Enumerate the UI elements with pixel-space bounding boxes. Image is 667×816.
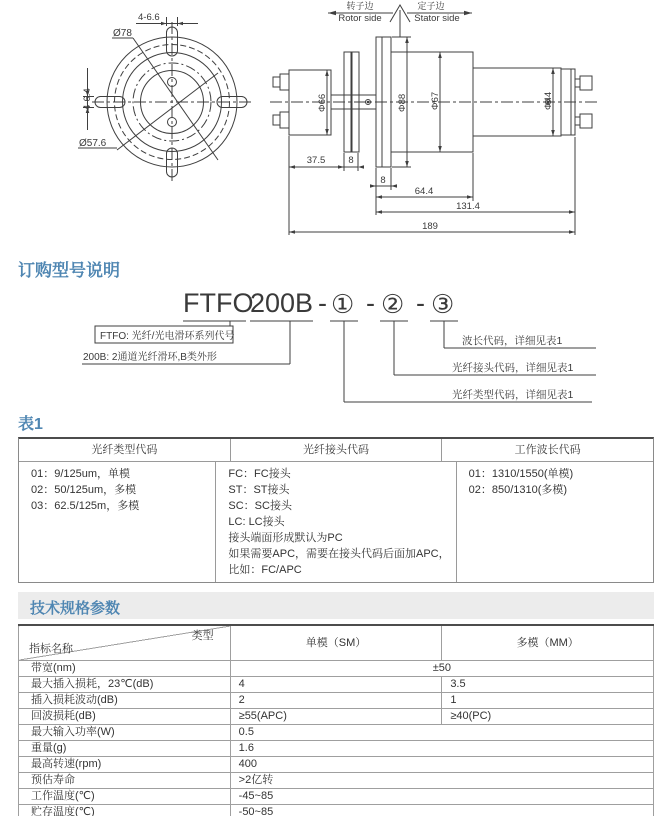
dim-8b-label: 8	[380, 175, 386, 186]
list-item: ST：ST接头	[228, 484, 290, 496]
model-dash-2: -	[366, 288, 375, 318]
spec-value-sm: ≥55(APC)	[230, 709, 442, 725]
ordering-diagram	[0, 282, 667, 407]
model-code-1: ①	[331, 289, 355, 319]
specs-table	[18, 624, 654, 816]
spec-value: 0.5	[230, 725, 653, 741]
table-row	[19, 693, 654, 709]
dim-644-label: 64.4	[414, 186, 434, 197]
table-row	[19, 677, 654, 693]
spec-name: 带宽(nm)	[19, 661, 231, 677]
front-view	[78, 17, 252, 182]
spec-name: 插入损耗波动(dB)	[19, 693, 231, 709]
list-item: 03：62.5/125m，多模	[31, 500, 140, 512]
table1-header-wavelength: 工作波长代码	[441, 439, 653, 461]
table-row	[19, 773, 654, 789]
model-type: 200B	[250, 288, 314, 318]
spec-value-sm: 4	[230, 677, 442, 693]
list-item: 01：1310/1550(单模)	[468, 468, 574, 480]
spec-name: 重量(g)	[19, 741, 231, 757]
list-item: 比如：FC/APC	[228, 564, 302, 576]
table-row	[19, 805, 654, 816]
specs-corner-cell	[19, 625, 231, 661]
table-row	[19, 661, 654, 677]
spec-value: ±50	[230, 661, 653, 677]
stator-side-cn-label: 定子边	[417, 1, 445, 11]
dim-d66-label: Φ66	[317, 93, 328, 112]
spec-value-mm: 1	[442, 693, 654, 709]
dim-d44-label: Φ44	[543, 91, 554, 110]
dim-d576-label: Ø57.6	[79, 138, 107, 149]
dim-8a-label: 8	[348, 155, 354, 166]
model-series: FTFO	[183, 288, 254, 318]
technical-drawing	[0, 0, 667, 250]
dim-d88-label: Φ88	[397, 93, 408, 112]
specs-header-row	[19, 625, 654, 661]
spec-value-sm: 2	[230, 693, 442, 709]
table-row	[19, 709, 654, 725]
spec-name: 工作温度(℃)	[19, 789, 231, 805]
table-row	[19, 789, 654, 805]
connector-callout: 光纤接头代码，详细见表1	[452, 362, 574, 374]
list-item: 02：50/125um，多模	[31, 484, 137, 496]
dim-d67-label: Φ67	[430, 91, 441, 110]
table1	[18, 437, 654, 583]
specs-section-title: 技术规格参数	[30, 600, 121, 617]
spec-value-mm: 3.5	[442, 677, 654, 693]
spec-name: 贮存温度(℃)	[19, 805, 231, 816]
list-item: FC：FC接头	[228, 468, 291, 480]
spec-name: 最大插入损耗，23℃(dB)	[19, 677, 231, 693]
spec-name: 最大输入功率(W)	[19, 725, 231, 741]
table-row	[19, 741, 654, 757]
list-item: LC: LC接头	[228, 516, 285, 528]
table1-fiber-type-col	[19, 462, 215, 582]
spec-value: >2亿转	[230, 773, 653, 789]
specs-header-mm: 多模（MM）	[442, 625, 654, 661]
spec-value: 1.6	[230, 741, 653, 757]
type-callout: 200B: 2通道光纤滑环,B类外形	[83, 352, 217, 363]
dim-bolt-left-label: 4-6.4	[82, 88, 93, 110]
fiber-type-callout: 光纤类型代码，详细见表1	[452, 389, 574, 401]
table1-header-row	[19, 439, 653, 462]
table1-body	[19, 462, 653, 582]
table1-connector-col	[215, 462, 455, 582]
list-item: 如果需要APC，需要在接头代码后面加APC，	[228, 548, 450, 560]
model-code-2: ②	[381, 289, 405, 319]
specs-section-bar	[18, 592, 654, 619]
table-row	[19, 757, 654, 773]
model-dash-3: -	[416, 288, 425, 318]
ordering-section-title: 订购型号说明	[18, 261, 120, 280]
dim-189-label: 189	[422, 221, 438, 232]
rotor-side-en-label: Rotor side	[338, 13, 382, 24]
wavelength-callout: 波长代码，详细见表1	[462, 335, 563, 347]
dim-375-label: 37.5	[306, 155, 326, 166]
spec-value-mm: ≥40(PC)	[442, 709, 654, 725]
specs-header-sm: 单模（SM）	[230, 625, 442, 661]
specs-table-wrap	[18, 624, 654, 816]
model-dash-1: -	[318, 288, 327, 318]
dim-1314-label: 131.4	[456, 201, 480, 212]
stator-side-en-label: Stator side	[414, 13, 460, 24]
spec-value: -45~85	[230, 789, 653, 805]
dim-bolt-top-label: 4-6.6	[138, 12, 160, 23]
spec-name: 最高转速(rpm)	[19, 757, 231, 773]
table-row	[19, 725, 654, 741]
list-item: 接头端面形成默认为PC	[228, 532, 343, 544]
specs-corner-rows-label: 指标名称	[29, 643, 73, 655]
rotor-side-cn-label: 转子边	[346, 1, 374, 11]
side-view	[270, 5, 600, 235]
spec-name: 回波损耗(dB)	[19, 709, 231, 725]
spec-name: 预估寿命	[19, 773, 231, 789]
spec-value: -50~85	[230, 805, 653, 816]
spec-value: 400	[230, 757, 653, 773]
list-item: 02：850/1310(多模)	[468, 484, 568, 496]
table1-wavelength-col	[456, 462, 653, 582]
specs-corner-cols-label: 类型	[191, 630, 214, 642]
table1-title: 表1	[18, 416, 43, 433]
table1-header-connector: 光纤接头代码	[230, 439, 442, 461]
table1-header-fiber-type: 光纤类型代码	[91, 444, 158, 456]
list-item: SC：SC接头	[228, 500, 292, 512]
list-item: 01：9/125um，单模	[31, 468, 131, 480]
series-callout: FTFO: 光纤/光电滑环系列代号	[100, 331, 235, 342]
model-code-3: ③	[431, 289, 455, 319]
dim-d78-label: Ø78	[113, 28, 132, 39]
